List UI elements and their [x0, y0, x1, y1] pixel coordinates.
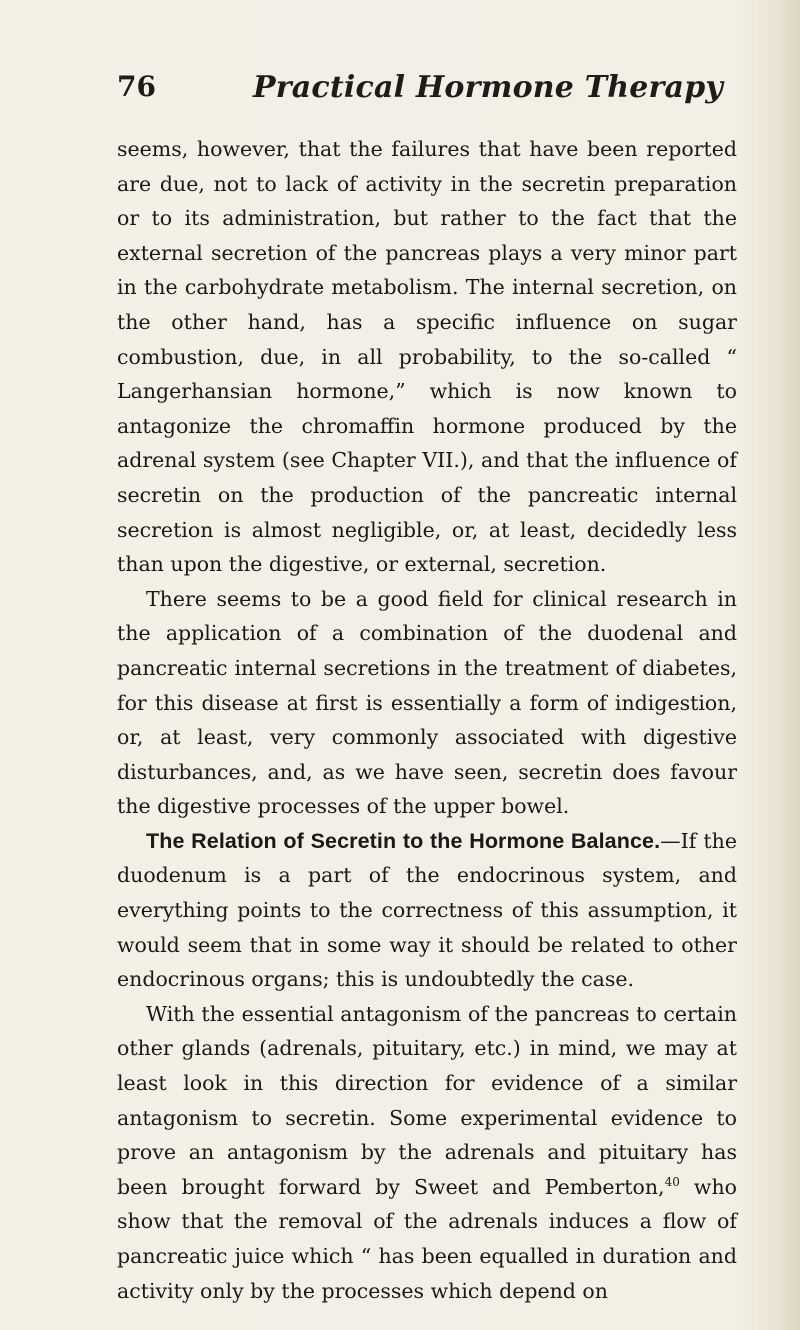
page-header [117, 70, 737, 122]
footnote-reference: 40 [664, 1174, 680, 1189]
body-text [117, 132, 737, 1308]
page-number: 76 [117, 70, 156, 103]
running-title: Practical Hormone Therapy [253, 70, 723, 105]
paragraph-section-relation [117, 824, 737, 997]
paragraph-clinical-research: There seems to be a good field for clinical research in the application of a combination of the duodenal and pancreatic internal secretions in the treatment of diabetes, for this disease at first is essentially a form of indigestion, or, at least, very commonly associated with digestive disturbances, and, as we have seen, secretin does favour the digestive processes of the upper bowel. [117, 586, 737, 819]
antagonism-text: With the essential antagonism of the pancreas to certain other glands (adrenals, pituitary, etc.) in mind, we may at least look in this direction for evidence of a similar antagonism to secretin. Some experimental evidence to prove an antagonism by the adrenals and pituitary has been brought forward by Sweet and Pemberton, [117, 1001, 737, 1199]
section-text: If the duodenum is a part of the endocrinous system, and everything points to the correctness of this assumption, it would seem that in some way it should be related to other endocrinous organs; this is undoubtedly the case. [117, 828, 737, 992]
paragraph-continued: seems, however, that the failures that have been reported are due, not to lack of activity in the secretin preparation or to its administration, but rather to the fact that the external secretion of the pancreas plays a very minor part in the carbohydrate metabolism. The internal secretion, on the other hand, has a specific influence on sugar combustion, due, in all probability, to the so-called “ Langerhansian hormone,” which is now known to antagonize the chromaffin hormone produced by the adrenal system (see Chapter VII.), and that the influence of secretin on the production of the pancreatic internal secretion is almost negligible, or, at least, decidedly less than upon the digestive, or external, secretion. [117, 137, 737, 577]
section-heading: The Relation of Secretin to the Hormone Balance. [146, 828, 661, 853]
antagonism-text-continued: who show that the removal of the adrenals induces a flow of pancreatic juice which “ has been equalled in duration and activity only by the processes which depend on [117, 1174, 737, 1303]
section-dash: — [660, 828, 681, 853]
paragraph-antagonism [117, 997, 737, 1308]
